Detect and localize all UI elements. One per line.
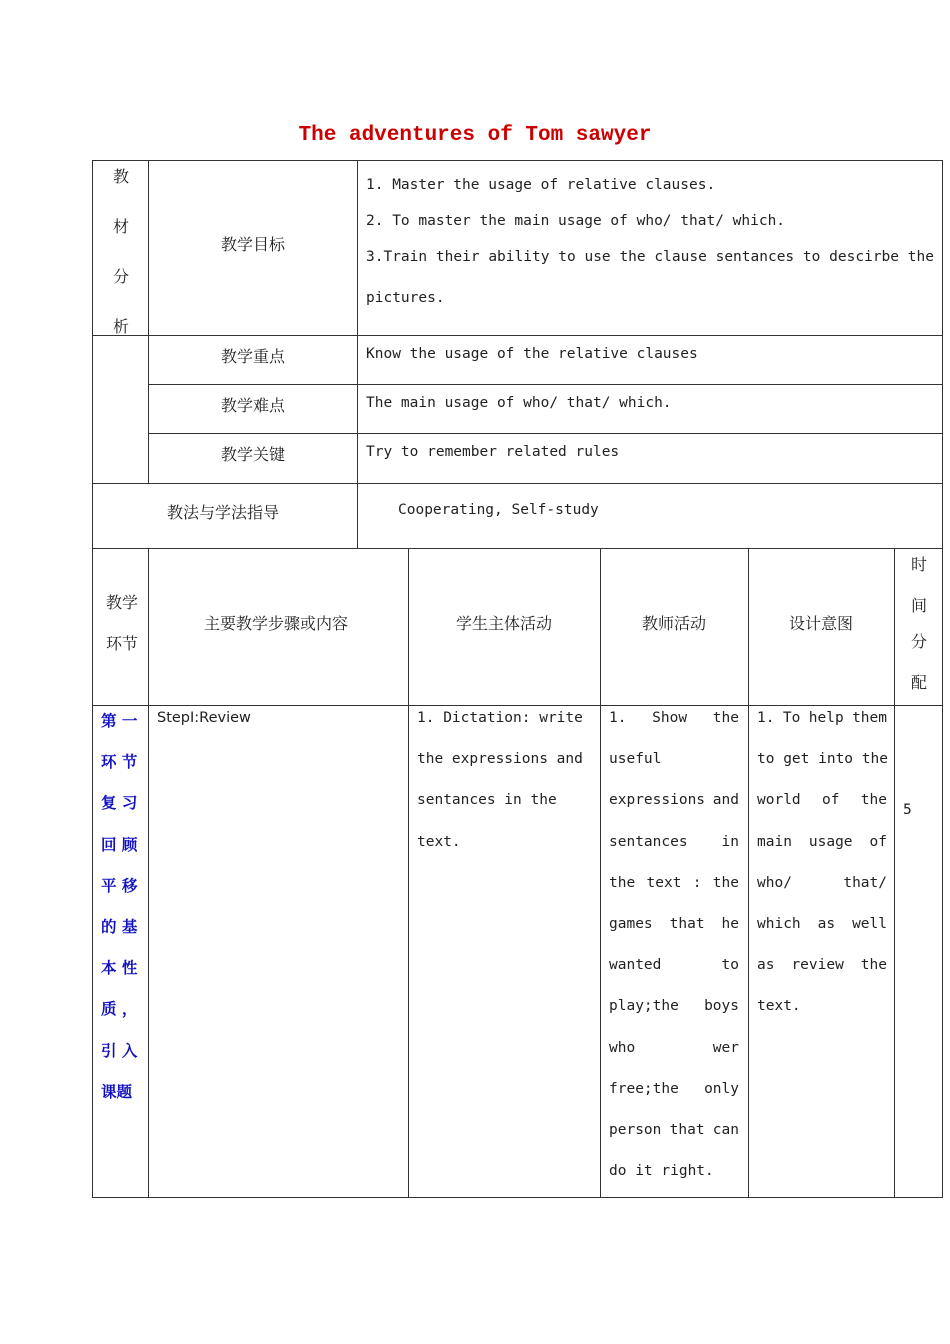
- goal-line: 2. To master the main usage of who/ that/ which.: [366, 213, 786, 229]
- text-line: [757, 792, 887, 833]
- text-word: wanted: [609, 957, 662, 974]
- text-word: games: [609, 915, 653, 932]
- text-word: boys: [704, 998, 739, 1015]
- analysis-label-char: 教: [112, 167, 129, 186]
- text-word: that: [669, 915, 705, 932]
- stage1-name-line: 质 ，: [101, 1000, 138, 1019]
- header-time-char: 间: [910, 596, 927, 615]
- text-word: usage: [808, 833, 853, 850]
- text-line: the expressions and: [417, 751, 583, 768]
- text-line: [609, 1040, 739, 1081]
- text-word: the: [860, 792, 887, 809]
- text-word: well: [852, 915, 887, 932]
- text-word: as: [757, 957, 775, 974]
- header-stage-line: 环节: [105, 634, 138, 653]
- header-time-char: 分: [910, 632, 927, 651]
- text-word: only: [704, 1080, 739, 1097]
- header-student: 学生主体活动: [456, 614, 553, 633]
- text-word: the: [609, 874, 636, 891]
- text-word: of: [821, 792, 840, 809]
- text-line: 1. Dictation: write: [417, 710, 583, 726]
- stage1-name-line: 环 节: [101, 753, 138, 772]
- text-word: text: [646, 874, 682, 891]
- text-line: text.: [757, 998, 801, 1015]
- text-word: the: [712, 710, 739, 726]
- text-word: in: [721, 833, 739, 850]
- header-teacher: 教师活动: [642, 614, 707, 633]
- header-intent: 设计意图: [789, 614, 854, 633]
- key-label: 教学关键: [221, 445, 286, 464]
- header-stage-line: 教学: [105, 593, 138, 612]
- text-line: [757, 710, 887, 751]
- text-word: can: [712, 1121, 739, 1138]
- text-word: that: [669, 1121, 705, 1138]
- text-word: as: [817, 915, 836, 932]
- method-value: Cooperating, Self-study: [398, 502, 599, 518]
- text-line: [757, 875, 887, 916]
- text-word: expressions: [609, 792, 706, 809]
- key-points-value: Know the usage of the relative clauses: [366, 346, 698, 362]
- analysis-label-char: 分: [112, 267, 129, 286]
- text-word: world: [757, 792, 801, 809]
- method-label: 教法与学法指导: [167, 503, 280, 522]
- text-word: and: [712, 792, 739, 809]
- text-word: who/: [757, 874, 792, 891]
- text-word: of: [869, 833, 887, 850]
- text-word: sentances: [609, 833, 688, 850]
- goal-line: 3.Train their ability to use the clause sentances to descirbe the: [366, 249, 934, 265]
- text-word: person: [609, 1121, 662, 1138]
- stage1-step: StepⅠ:Review: [157, 710, 251, 726]
- text-line: do it right.: [609, 1163, 714, 1180]
- text-word: 1.: [609, 710, 627, 726]
- difficulties-value: The main usage of who/ that/ which.: [366, 395, 672, 411]
- text-word: to: [721, 957, 739, 974]
- text-line: [757, 957, 887, 998]
- text-word: the: [860, 957, 887, 974]
- text-word: the: [712, 874, 739, 891]
- text-word: main: [757, 833, 792, 850]
- stage1-student-activity: [417, 710, 583, 875]
- document-title: The adventures of Tom sawyer: [298, 124, 652, 147]
- header-stage: [104, 590, 140, 654]
- text-line: [609, 998, 739, 1039]
- key-points-label: 教学重点: [221, 347, 286, 366]
- stage1-name-line: 回 顾: [101, 835, 138, 854]
- key-value: Try to remember related rules: [366, 444, 620, 460]
- text-line: [757, 916, 887, 957]
- stage1-name: [101, 709, 137, 1121]
- goal-line: pictures.: [366, 290, 445, 306]
- text-line: [609, 710, 739, 751]
- stage1-name-line: 平 移: [101, 876, 138, 895]
- text-word: To: [782, 710, 801, 726]
- text-line: [609, 1081, 739, 1122]
- text-word: 1.: [757, 710, 775, 726]
- text-word: play;the: [609, 998, 679, 1015]
- goals-label: 教学目标: [221, 235, 286, 254]
- text-word: them: [852, 710, 887, 726]
- text-line: text.: [417, 833, 461, 850]
- stage1-name-line: 第 一: [101, 712, 138, 730]
- header-steps: 主要教学步骤或内容: [204, 614, 349, 633]
- stage1-name-line: 复 习: [101, 794, 138, 813]
- stage1-name-line: 课题: [101, 1082, 133, 1101]
- lesson-table: [92, 160, 943, 1198]
- stage1-name-line: 引 入: [101, 1041, 138, 1060]
- text-word: he: [721, 915, 739, 932]
- header-time-char: 配: [910, 673, 927, 692]
- text-line: [609, 792, 739, 833]
- analysis-label-char: 析: [112, 317, 129, 336]
- text-word: Show: [652, 710, 688, 726]
- stage1-name-line: 的 基: [101, 917, 138, 936]
- text-line: [609, 916, 739, 957]
- text-line: sentances in the: [417, 792, 557, 809]
- difficulties-label: 教学难点: [221, 396, 286, 415]
- header-time: [905, 552, 933, 693]
- text-line: useful: [609, 751, 662, 768]
- text-line: [609, 875, 739, 916]
- text-word: free;the: [609, 1080, 679, 1097]
- text-line: [609, 1122, 739, 1163]
- stage1-time: 5: [903, 802, 912, 818]
- text-word: help: [808, 710, 844, 726]
- header-time-char: 时: [910, 555, 927, 574]
- text-word: :: [692, 874, 702, 891]
- analysis-label-char: 材: [112, 217, 129, 236]
- stage1-name-line: 本 性: [101, 959, 138, 978]
- text-word: review: [791, 957, 844, 974]
- text-word: which: [757, 915, 801, 932]
- text-line: [757, 834, 887, 875]
- text-line: to get into the: [757, 751, 888, 768]
- text-word: wer: [712, 1039, 739, 1056]
- stage1-teacher-activity: [609, 710, 739, 1204]
- text-word: that/: [843, 874, 887, 891]
- text-line: [609, 834, 739, 875]
- text-line: [609, 957, 739, 998]
- goal-line: 1. Master the usage of relative clauses.: [366, 177, 716, 193]
- analysis-section-label: [107, 164, 135, 337]
- text-word: who: [609, 1039, 636, 1056]
- stage1-design-intent: [757, 710, 887, 1040]
